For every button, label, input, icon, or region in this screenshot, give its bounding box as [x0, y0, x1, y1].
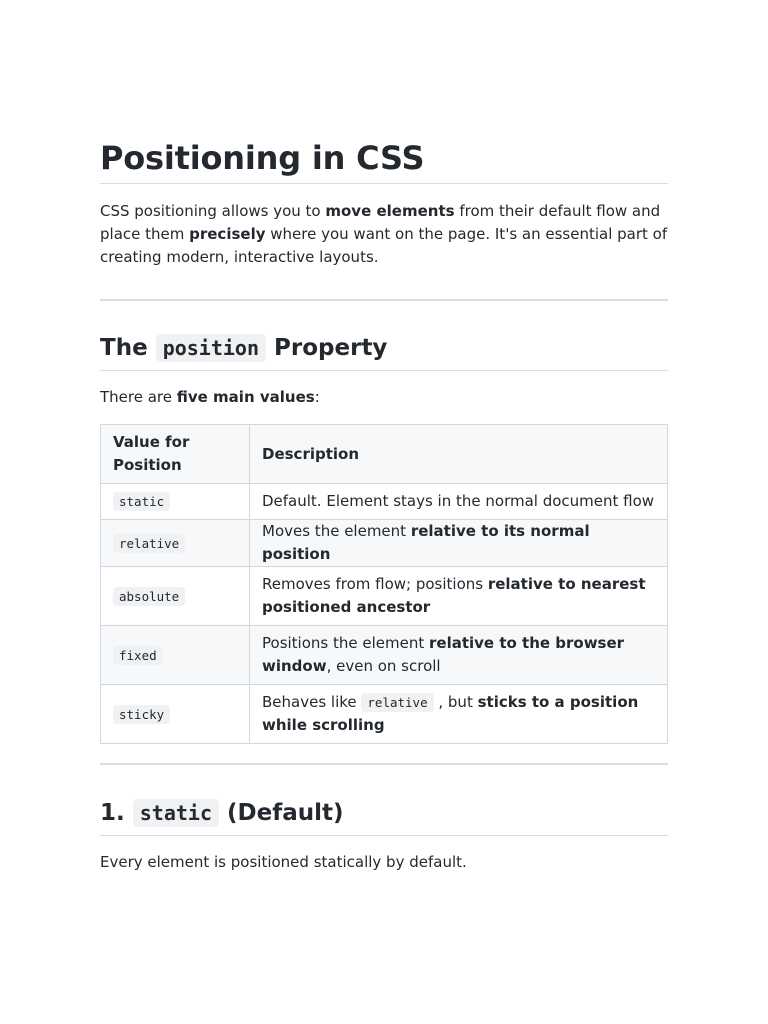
section-lead-paragraph	[100, 386, 668, 409]
value-code: sticky	[113, 705, 170, 724]
value-code: static	[113, 492, 170, 511]
heading-text-pre: The	[100, 335, 148, 361]
intro-text-1: CSS positioning allows you to	[100, 202, 326, 220]
table-header-value: Value for Position	[101, 425, 250, 484]
desc-bold: sticks to a position while scrolling	[262, 693, 639, 734]
desc-text-mid: , but	[433, 693, 478, 711]
lead-text-post: :	[314, 388, 320, 406]
desc-bold: relative to nearest positioned ancestor	[262, 575, 646, 616]
intro-bold-2: precisely	[189, 225, 266, 243]
lead-bold: five main values	[176, 388, 315, 406]
table-row	[101, 626, 668, 685]
horizontal-rule-1	[100, 299, 668, 301]
table-cell-value	[101, 520, 250, 567]
table-cell-description	[250, 520, 668, 567]
table-cell-description	[250, 685, 668, 744]
section-heading-underline-2	[100, 835, 668, 836]
desc-bold: relative to its normal position	[262, 522, 590, 563]
intro-bold-1: move elements	[325, 202, 455, 220]
table-cell-value	[101, 685, 250, 744]
intro-text-2: from their default flow and place them	[100, 202, 661, 243]
heading-text-post: Property	[274, 335, 388, 361]
heading-text-post: (Default)	[227, 800, 344, 826]
desc-bold: relative to the browser window	[262, 634, 625, 675]
heading-code: position	[156, 334, 266, 362]
table-cell-description	[250, 567, 668, 626]
value-code: relative	[113, 534, 185, 553]
table-header-row	[101, 425, 668, 484]
static-description-paragraph: Every element is positioned statically by default.	[100, 853, 467, 871]
table-cell-description	[250, 626, 668, 685]
table-row	[101, 567, 668, 626]
desc-text-post: , even on scroll	[326, 657, 441, 675]
lead-text-pre: There are	[100, 388, 177, 406]
desc-inline-code: relative	[361, 693, 433, 712]
section-heading-position-property	[100, 331, 668, 365]
page-title: Positioning in CSS	[100, 139, 425, 177]
intro-paragraph	[100, 200, 668, 269]
heading-code: static	[133, 799, 219, 827]
table-row	[101, 685, 668, 744]
intro-text-3: where you want on the page. It's an essential part of creating modern, interactive layouts.	[100, 225, 668, 266]
title-underline	[100, 183, 668, 184]
table-row	[101, 484, 668, 520]
desc-text-pre: Behaves like	[262, 693, 362, 711]
table-cell-value	[101, 484, 250, 520]
position-values-table	[100, 424, 668, 744]
desc-text-pre: Moves the element	[262, 522, 411, 540]
heading-number: 1.	[100, 800, 125, 826]
table-cell-value	[101, 626, 250, 685]
section-heading-underline-1	[100, 370, 668, 371]
desc-text-pre: Removes from flow; positions	[262, 575, 488, 593]
section-heading-static	[100, 796, 668, 830]
value-code: absolute	[113, 587, 185, 606]
table-cell-description	[250, 484, 668, 520]
value-code: fixed	[113, 646, 163, 665]
table-cell-value	[101, 567, 250, 626]
horizontal-rule-2	[100, 763, 668, 765]
desc-text: Default. Element stays in the normal document flow	[262, 492, 655, 510]
table-row	[101, 520, 668, 567]
desc-text-pre: Positions the element	[262, 634, 429, 652]
table-header-description: Description	[250, 425, 668, 484]
